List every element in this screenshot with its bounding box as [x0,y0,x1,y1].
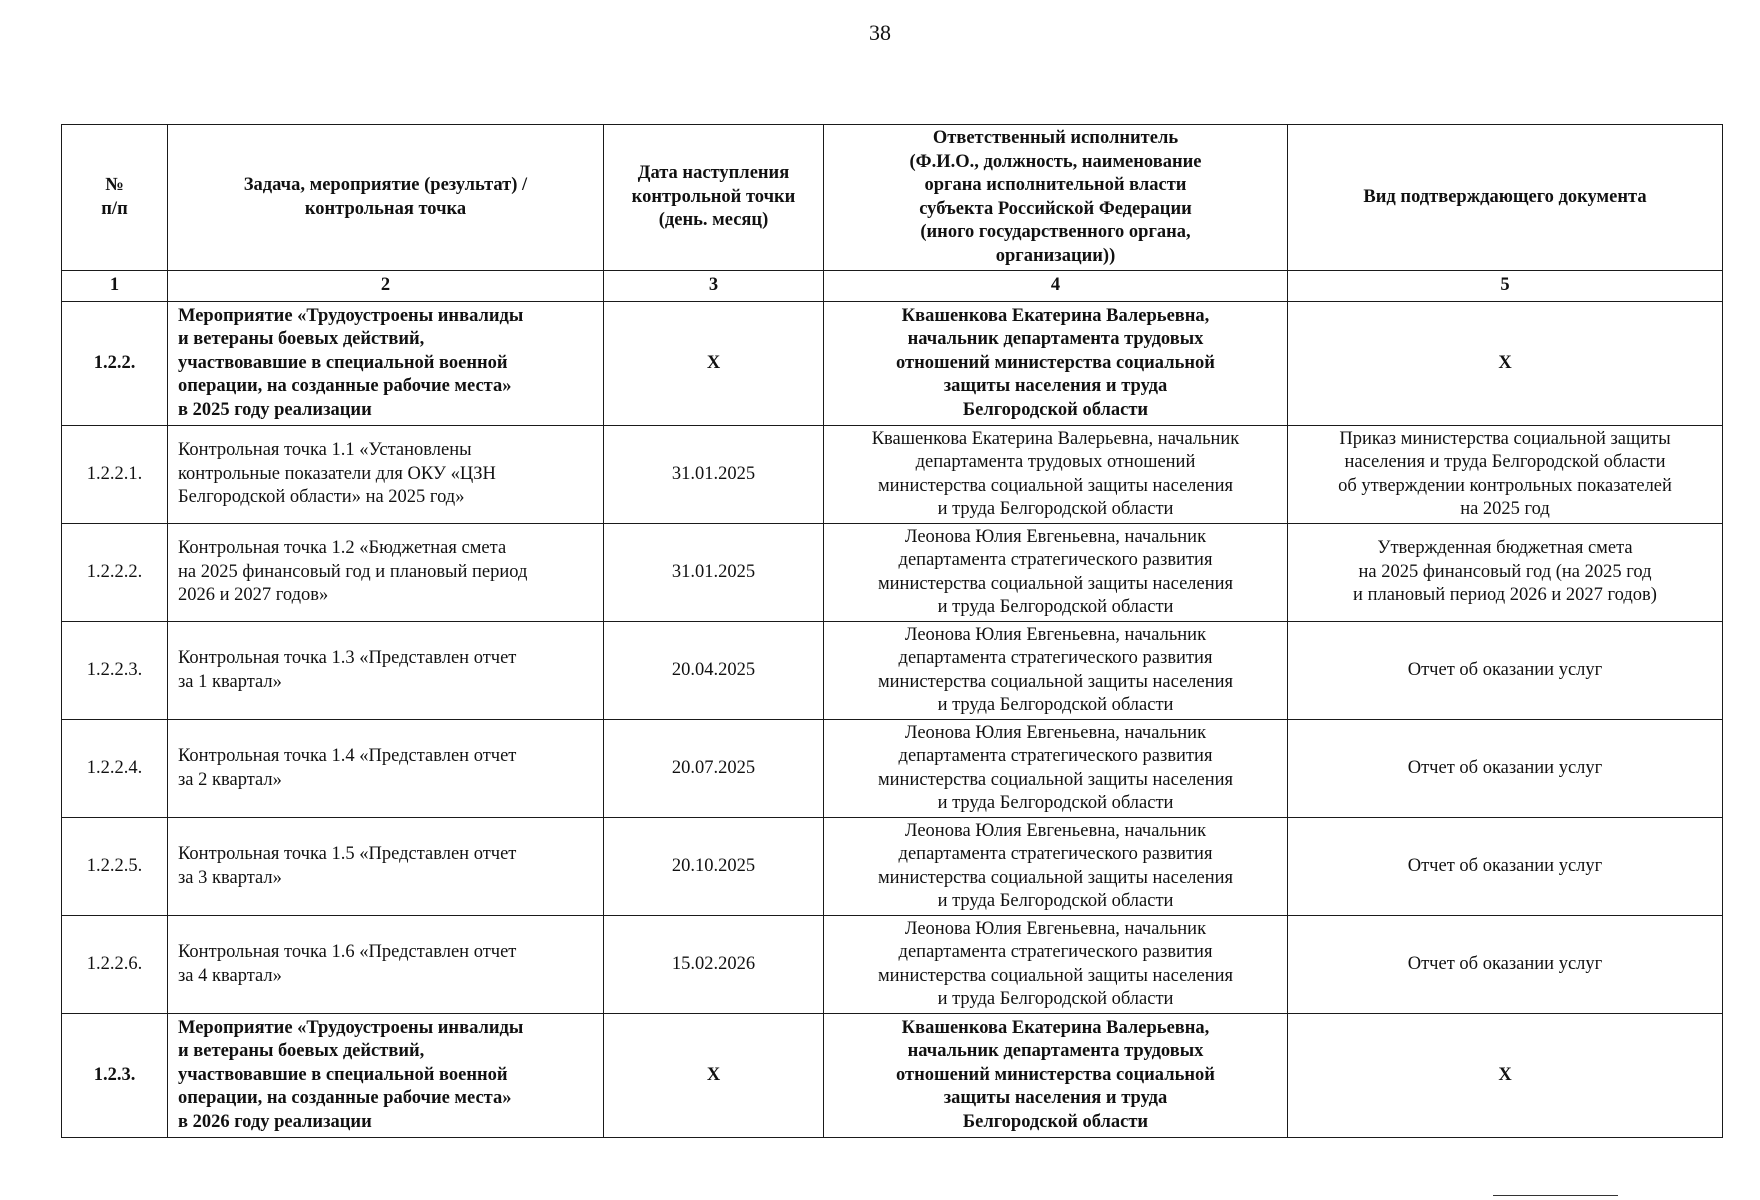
row-responsible: Квашенкова Екатерина Валерьевна, начальник департамента трудовых отношений министерства социальной защиты населения и труда Белгородской области [824,426,1288,524]
row-task: Контрольная точка 1.4 «Представлен отчет за 2 квартал» [168,720,604,818]
row-date: 20.10.2025 [604,818,824,916]
header-date: Дата наступления контрольной точки (день. месяц) [604,125,824,271]
row-date: X [604,1014,824,1138]
row-responsible: Леонова Юлия Евгеньевна, начальник департамента стратегического развития министерства социальной защиты населения и труда Белгородской области [824,622,1288,720]
header-task: Задача, мероприятие (результат) / контрольная точка [168,125,604,271]
row-number: 1.2.2. [62,302,168,426]
row-task: Контрольная точка 1.2 «Бюджетная смета на 2025 финансовый год и плановый период 2026 и 2027 годов» [168,524,604,622]
checkpoint-plan-table [61,124,1723,1138]
table-row [62,818,1723,916]
column-number-2: 2 [168,271,604,302]
column-number-4: 4 [824,271,1288,302]
row-date: 31.01.2025 [604,426,824,524]
row-task: Мероприятие «Трудоустроены инвалиды и ветераны боевых действий, участвовавшие в специальной военной операции, на созданные рабочие места» в 2026 году реализации [168,1014,604,1138]
row-responsible: Леонова Юлия Евгеньевна, начальник департамента стратегического развития министерства социальной защиты населения и труда Белгородской области [824,524,1288,622]
row-responsible: Квашенкова Екатерина Валерьевна, начальник департамента трудовых отношений министерства социальной защиты населения и труда Белгородской области [824,1014,1288,1138]
column-number-1: 1 [62,271,168,302]
row-task: Контрольная точка 1.6 «Представлен отчет за 4 квартал» [168,916,604,1014]
column-number-5: 5 [1288,271,1723,302]
header-document: Вид подтверждающего документа [1288,125,1723,271]
row-responsible: Леонова Юлия Евгеньевна, начальник департамента стратегического развития министерства социальной защиты населения и труда Белгородской области [824,720,1288,818]
column-number-3: 3 [604,271,824,302]
row-date: 20.07.2025 [604,720,824,818]
row-date: X [604,302,824,426]
row-document: X [1288,302,1723,426]
row-document: X [1288,1014,1723,1138]
row-number: 1.2.2.4. [62,720,168,818]
row-document: Приказ министерства социальной защиты населения и труда Белгородской области об утверждении контрольных показателей на 2025 год [1288,426,1723,524]
row-document: Отчет об оказании услуг [1288,916,1723,1014]
table-row [62,916,1723,1014]
row-date: 15.02.2026 [604,916,824,1014]
table-row [62,1014,1723,1138]
table-header-row [62,125,1723,271]
table-row [62,720,1723,818]
footer-rule [1493,1195,1618,1196]
row-task: Контрольная точка 1.3 «Представлен отчет за 1 квартал» [168,622,604,720]
row-document: Отчет об оказании услуг [1288,818,1723,916]
row-number: 1.2.2.1. [62,426,168,524]
header-responsible: Ответственный исполнитель (Ф.И.О., должность, наименование органа исполнительной власти субъекта Российской Федерации (иного государственного органа, организации)) [824,125,1288,271]
page-number: 38 [869,20,891,45]
column-numbers-row [62,271,1723,302]
row-number: 1.2.2.6. [62,916,168,1014]
table-row [62,524,1723,622]
row-number: 1.2.3. [62,1014,168,1138]
row-task: Мероприятие «Трудоустроены инвалиды и ветераны боевых действий, участвовавшие в специальной военной операции, на созданные рабочие места» в 2025 году реализации [168,302,604,426]
row-responsible: Леонова Юлия Евгеньевна, начальник департамента стратегического развития министерства социальной защиты населения и труда Белгородской области [824,818,1288,916]
row-document: Отчет об оказании услуг [1288,720,1723,818]
row-responsible: Квашенкова Екатерина Валерьевна, начальник департамента трудовых отношений министерства социальной защиты населения и труда Белгородской области [824,302,1288,426]
row-number: 1.2.2.5. [62,818,168,916]
table-body [62,302,1723,1138]
row-document: Утвержденная бюджетная смета на 2025 финансовый год (на 2025 год и плановый период 2026 и 2027 годов) [1288,524,1723,622]
table-row [62,302,1723,426]
row-date: 20.04.2025 [604,622,824,720]
row-number: 1.2.2.2. [62,524,168,622]
table-row [62,622,1723,720]
table-row [62,426,1723,524]
row-task: Контрольная точка 1.1 «Установлены контрольные показатели для ОКУ «ЦЗН Белгородской области» на 2025 год» [168,426,604,524]
row-document: Отчет об оказании услуг [1288,622,1723,720]
row-date: 31.01.2025 [604,524,824,622]
row-responsible: Леонова Юлия Евгеньевна, начальник департамента стратегического развития министерства социальной защиты населения и труда Белгородской области [824,916,1288,1014]
row-number: 1.2.2.3. [62,622,168,720]
row-task: Контрольная точка 1.5 «Представлен отчет за 3 квартал» [168,818,604,916]
header-number: № п/п [62,125,168,271]
